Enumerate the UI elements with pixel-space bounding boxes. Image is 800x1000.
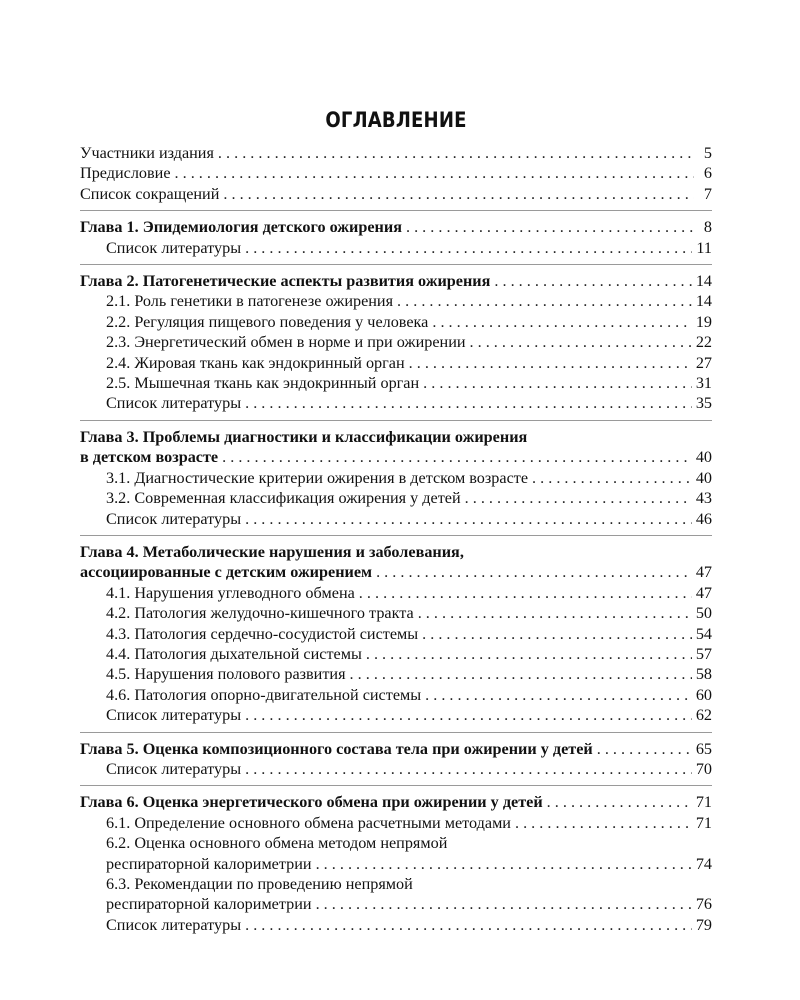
toc-page-number: 54 — [695, 624, 712, 643]
toc-page-number: 31 — [695, 374, 712, 393]
toc-entry-title: Список сокращений — [80, 184, 220, 203]
toc-entry-title: респираторной калориметрии — [106, 895, 312, 914]
toc-entry[interactable] — [80, 468, 712, 488]
toc-entry-title: Глава 2. Патогенетические аспекты развития ожирения — [80, 272, 491, 291]
toc-entry-row — [80, 271, 712, 291]
toc-entry[interactable] — [80, 238, 712, 258]
dot-leader — [465, 488, 692, 508]
toc-page-number: 14 — [695, 272, 712, 291]
toc-entry-row — [106, 373, 712, 393]
toc-entry[interactable] — [80, 143, 712, 163]
dot-leader — [359, 583, 692, 603]
toc-page-number: 71 — [695, 813, 712, 832]
toc-page-number: 62 — [695, 706, 712, 725]
toc-page-number: 71 — [695, 793, 712, 812]
toc-entry-title: Список литературы — [106, 759, 242, 778]
toc-entry-title: 2.3. Энергетический обмен в норме и при ожирении — [106, 333, 466, 352]
toc-page-number: 50 — [695, 604, 712, 623]
dot-leader — [223, 184, 694, 204]
dot-leader — [494, 271, 691, 291]
toc-page-number: 46 — [695, 509, 712, 528]
toc-entry-title: 2.1. Роль генетики в патогенезе ожирения — [106, 292, 394, 311]
dot-leader — [245, 509, 692, 529]
toc-entry-row — [80, 792, 712, 812]
toc-entry[interactable] — [80, 184, 712, 204]
toc-entry-title: 4.4. Патология дыхательной системы — [106, 644, 362, 663]
toc-entry-row — [106, 624, 712, 644]
toc-entry-row — [80, 184, 712, 204]
toc-entry-title: Список литературы — [106, 509, 242, 528]
dot-leader — [470, 332, 692, 352]
dot-leader — [515, 813, 692, 833]
toc-entry-title: 3.1. Диагностические критерии ожирения в детском возрасте — [106, 468, 529, 487]
toc-page-number: 6 — [703, 164, 712, 183]
toc-entry-title: 6.1. Определение основного обмена расчетными методами — [106, 813, 511, 832]
toc-chapter-entry[interactable] — [80, 427, 712, 468]
toc-page-number: 7 — [703, 184, 712, 203]
dot-leader — [350, 664, 692, 684]
toc-entry-title: Глава 1. Эпидемиология детского ожирения — [80, 218, 402, 237]
dot-leader — [432, 312, 691, 332]
dot-leader — [376, 562, 692, 582]
toc-page-number: 65 — [695, 739, 712, 758]
toc-entry-row — [106, 759, 712, 779]
dot-leader — [245, 238, 692, 258]
dot-leader — [547, 792, 692, 812]
toc-page-number: 74 — [695, 854, 712, 873]
toc-page-number: 19 — [695, 312, 712, 331]
toc-entry-row — [80, 447, 712, 467]
toc-entry-row — [106, 353, 712, 373]
toc-entry-row — [106, 332, 712, 352]
toc-entry-row — [106, 705, 712, 725]
toc-entry-row — [80, 163, 712, 183]
toc-entry-row — [106, 854, 712, 874]
toc-entry-title: Участники издания — [80, 144, 214, 162]
toc-entry[interactable] — [80, 393, 712, 413]
toc-page-number: 14 — [695, 292, 712, 311]
toc-entry[interactable] — [80, 813, 712, 833]
toc-entry-row — [106, 291, 712, 311]
toc-entry-row — [106, 509, 712, 529]
toc-entry-title-line: Глава 3. Проблемы диагностики и классификации ожирения — [80, 427, 528, 446]
toc-entry-title: ассоциированные с детским ожирением — [80, 563, 373, 582]
toc-entry-title-line: Глава 4. Метаболические нарушения и заболевания, — [80, 542, 464, 561]
toc-entry-row — [106, 393, 712, 413]
toc-entry-row — [106, 644, 712, 664]
toc-entry-row — [106, 238, 712, 258]
toc-entry-title: 4.3. Патология сердечно-сосудистой системы — [106, 624, 419, 643]
page-title: ОГЛАВЛЕНИЕ — [325, 108, 467, 132]
toc-entry-title: Список литературы — [106, 706, 242, 725]
toc-entry[interactable] — [80, 603, 712, 623]
toc-entry[interactable] — [80, 915, 712, 935]
toc-entry-row — [106, 813, 712, 833]
toc-entry[interactable] — [80, 291, 712, 311]
toc-page-number: 27 — [695, 353, 712, 372]
toc-entry-title: Список литературы — [106, 394, 242, 413]
dot-leader — [532, 468, 692, 488]
toc-entry-row — [106, 468, 712, 488]
toc-page-number: 5 — [703, 144, 712, 162]
toc-entry-title: Глава 5. Оценка композиционного состава тела при ожирении у детей — [80, 739, 593, 758]
toc-entry-title: 2.5. Мышечная ткань как эндокринный орган — [106, 374, 420, 393]
toc-entry[interactable] — [80, 705, 712, 725]
toc-page-number: 47 — [695, 563, 712, 582]
dot-leader — [245, 393, 692, 413]
dot-leader — [218, 143, 694, 163]
toc-page-number: 47 — [695, 583, 712, 602]
toc-entry[interactable] — [80, 685, 712, 705]
toc-entry-row — [106, 488, 712, 508]
toc-chapter-entry[interactable] — [80, 739, 712, 759]
dot-leader — [366, 644, 692, 664]
dot-leader — [406, 217, 694, 237]
toc-entry[interactable] — [80, 163, 712, 183]
toc-entry-title: 4.2. Патология желудочно-кишечного тракта — [106, 604, 414, 623]
toc-entry[interactable] — [80, 664, 712, 684]
toc-page-number: 58 — [695, 665, 712, 684]
dot-leader — [245, 759, 692, 779]
dot-leader — [245, 915, 692, 935]
dot-leader — [425, 685, 692, 705]
toc-entry-row — [106, 312, 712, 332]
toc-entry-row — [106, 685, 712, 705]
toc-entry-title: респираторной калориметрии — [106, 854, 312, 873]
dot-leader — [316, 894, 692, 914]
toc-chapter-entry[interactable] — [80, 542, 712, 583]
dot-leader — [175, 163, 694, 183]
toc-entry[interactable] — [80, 874, 712, 915]
toc-page-number: 35 — [695, 394, 712, 413]
toc-entry[interactable] — [80, 332, 712, 352]
toc-entry[interactable] — [80, 373, 712, 393]
toc-page-number: 43 — [695, 489, 712, 508]
toc-page-number: 57 — [695, 644, 712, 663]
toc-entry-title: Список литературы — [106, 238, 242, 257]
toc-entry-title: в детском возрасте — [80, 448, 219, 467]
toc-entry-row — [80, 217, 712, 237]
toc-entry-row — [80, 562, 712, 582]
dot-leader — [422, 624, 692, 644]
toc-entry-row — [106, 603, 712, 623]
toc-entry-title: Список литературы — [106, 915, 242, 934]
dot-leader — [245, 705, 692, 725]
toc-entry[interactable] — [80, 583, 712, 603]
toc-page-number: 79 — [695, 915, 712, 934]
toc-entry-row — [106, 583, 712, 603]
toc-chapter-entry[interactable] — [80, 792, 712, 812]
toc-page-number: 76 — [695, 895, 712, 914]
toc-entry-row — [80, 143, 712, 163]
toc-chapter-entry[interactable] — [80, 217, 712, 237]
toc-entry-row — [106, 894, 712, 914]
toc-entry[interactable] — [80, 759, 712, 779]
toc-entry-title: 3.2. Современная классификация ожирения у детей — [106, 489, 461, 508]
toc-page-number: 11 — [696, 238, 712, 257]
dot-leader — [409, 353, 692, 373]
toc-page-number: 40 — [695, 448, 712, 467]
toc-page-number: 8 — [703, 218, 712, 237]
toc-page-number: 60 — [695, 685, 712, 704]
dot-leader — [397, 291, 692, 311]
toc-entry[interactable] — [80, 833, 712, 874]
toc-entry[interactable] — [80, 644, 712, 664]
toc-entry-title: 4.1. Нарушения углеводного обмена — [106, 583, 355, 602]
toc-entry[interactable] — [80, 353, 712, 373]
toc-entry[interactable] — [80, 624, 712, 644]
dot-leader — [597, 739, 692, 759]
toc-entry-title-line: 6.3. Рекомендации по проведению непрямой — [106, 875, 413, 893]
toc-entry-title: Глава 6. Оценка энергетического обмена при ожирении у детей — [80, 793, 543, 812]
dot-leader — [222, 447, 692, 467]
toc-page-number: 22 — [695, 333, 712, 352]
dot-leader — [418, 603, 692, 623]
toc-page-number: 40 — [695, 468, 712, 487]
toc-entry-title: Предисловие — [80, 164, 171, 183]
dot-leader — [423, 373, 692, 393]
toc-entry[interactable] — [80, 509, 712, 529]
toc-entry-title-line: 6.2. Оценка основного обмена методом непрямой — [106, 834, 448, 853]
toc-entry-title: 2.4. Жировая ткань как эндокринный орган — [106, 353, 405, 372]
toc-entry-row — [106, 664, 712, 684]
toc-entry-row — [80, 739, 712, 759]
toc-entry-title: 4.5. Нарушения полового развития — [106, 665, 346, 684]
toc-entry-row — [106, 915, 712, 935]
table-of-contents — [80, 143, 712, 935]
toc-entry[interactable] — [80, 312, 712, 332]
toc-page-number: 70 — [695, 759, 712, 778]
dot-leader — [316, 854, 692, 874]
toc-entry-title: 2.2. Регуляция пищевого поведения у человека — [106, 312, 429, 331]
toc-chapter-entry[interactable] — [80, 271, 712, 291]
toc-entry-title: 4.6. Патология опорно-двигательной системы — [106, 685, 422, 704]
toc-entry[interactable] — [80, 488, 712, 508]
